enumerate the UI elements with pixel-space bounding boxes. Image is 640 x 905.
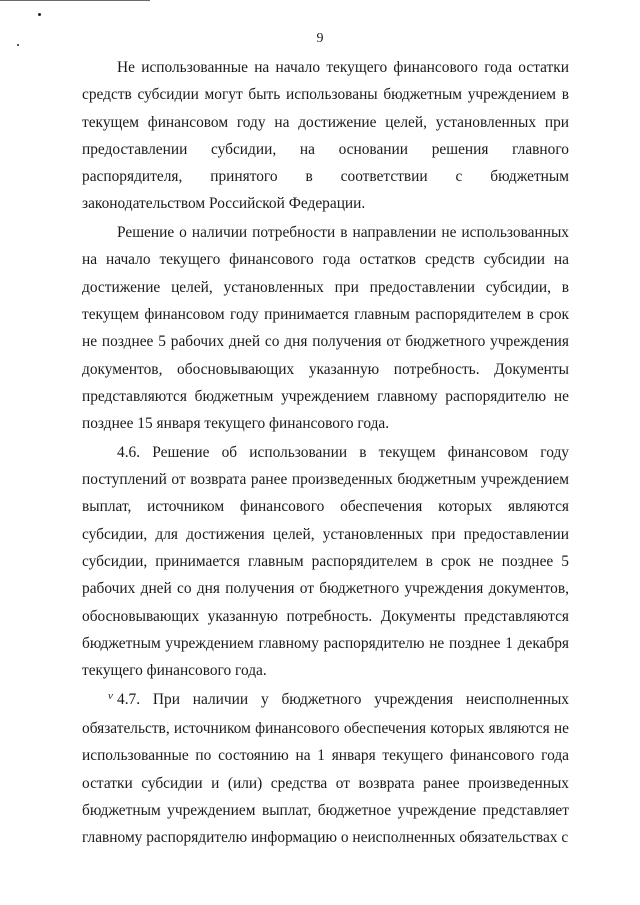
document-body — [82, 54, 569, 853]
scan-edge-line — [0, 0, 150, 1]
paragraph-text: 4.7. При наличии у бюджетного учреждения неисполненных обязательств, источником финансового обеспечения которых являются не использованные по состоянию на 1 января текущего финансового года остатки субсидии и (или) средства от возврата ранее произведенных бюджетным учреждением выплат, бюджетное учреждение представляет главному распорядителю информацию о неисполненных обязательствах с — [82, 690, 569, 847]
paragraph: ν 4.7. При наличии у бюджетного учреждения неисполненных обязательств, источником финансового обеспечения которых являются не использованные по состоянию на 1 января текущего финансового года остатки субсидии и (или) средства от возврата ранее произведенных бюджетным учреждением выплат, бюджетное учреждение представляет главному распорядителю информацию о неисполненных обязательствах с — [82, 689, 569, 847]
paragraph-text: 4.6. Решение об использовании в текущем финансовом году поступлений от возврата ранее произведенных бюджетным учреждением выплат, источником финансового обеспечения которых являются субсидии, для достижения целей, установленных при предоставлении субсидии, принимается главным распорядителем в срок не позднее 5 рабочих дней со дня получения от бюджетного учреждения документов, обосновывающих указанную потребность. Документы представляются бюджетным учреждением главному распорядителю не позднее 1 декабря текущего финансового года. — [82, 443, 569, 680]
paragraph-text: Решение о наличии потребности в направлении не использованных на начало текущего финансового года остатков средств субсидии на достижение целей, установленных при предоставлении субсидии, в текущем финансовом году принимается главным распорядителем в срок не позднее 5 рабочих дней со дня получения от бюджетного учреждения документов, обосновывающих указанную потребность. Документы представляются бюджетным учреждением главному распорядителю не позднее 15 января текущего финансового года. — [82, 224, 569, 433]
paragraph-text: Не использованные на начало текущего финансового года остатки средств субсидии могут быть использованы бюджетным учреждением в текущем финансовом году на достижение целей, установленных при предоставлении субсидии, на основании решения главного распорядителя, принятого в соответствии с бюджетным законодательством Российской Федерации. — [82, 59, 569, 213]
page-number: 9 — [316, 31, 324, 46]
paragraph — [82, 439, 569, 685]
scan-speck — [38, 13, 41, 16]
paragraph — [82, 219, 569, 437]
paragraph — [82, 54, 569, 218]
